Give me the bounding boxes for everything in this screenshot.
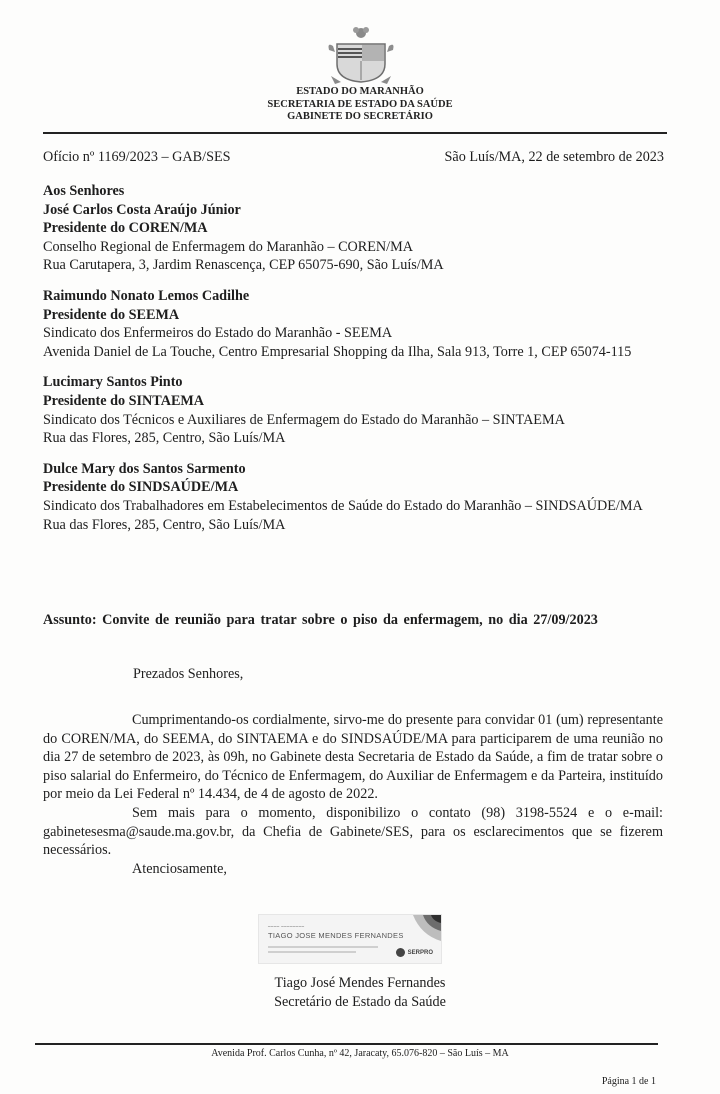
serpro-logo-icon: [396, 948, 405, 957]
letterhead-secretariat: SECRETARIA DE ESTADO DA SAÚDE: [267, 98, 453, 110]
signer-title: Secretário de Estado da Saúde: [274, 994, 446, 1010]
signer-name: Tiago José Mendes Fernandes: [274, 975, 446, 991]
closing: Atenciosamente,: [132, 860, 227, 877]
recipient-organization: Sindicato dos Enfermeiros do Estado do Maranhão - SEEMA: [43, 325, 393, 342]
letter-body: [43, 711, 663, 878]
recipient: [43, 287, 663, 361]
recipient-organization: Sindicato dos Técnicos e Auxiliares de Enfermagem do Estado do Maranhão – SINTAEMA: [43, 411, 565, 428]
recipient-address: Rua Carutapera, 3, Jardim Renascença, CEP 65075-690, São Luís/MA: [43, 257, 444, 274]
recipient-role: Presidente do SINTAEMA: [43, 392, 205, 409]
subject-line: Assunto: Convite de reunião para tratar sobre o piso da enfermagem, no dia 27/09/2023: [43, 612, 598, 628]
serpro-logo: [396, 948, 433, 957]
recipient-name: José Carlos Costa Araújo Júnior: [43, 201, 241, 218]
recipient-organization: Conselho Regional de Enfermagem do Maranhão – COREN/MA: [43, 238, 413, 255]
recipient-address: Avenida Daniel de La Touche, Centro Empresarial Shopping da Ilha, Sala 913, Torre 1, CEP 65074-115: [43, 343, 632, 360]
recipient-name: Lucimary Santos Pinto: [43, 374, 183, 391]
letterhead: [0, 86, 720, 124]
coat-of-arms-icon: [321, 24, 401, 86]
greeting: Prezados Senhores,: [133, 666, 244, 682]
letterhead-state: ESTADO DO MARANHÃO: [296, 86, 424, 97]
recipient-address: Rua das Flores, 285, Centro, São Luís/MA: [43, 516, 286, 533]
footer-address: Avenida Prof. Carlos Cunha, nº 42, Jaracaty, 65.076-820 – São Luís – MA: [211, 1048, 509, 1059]
digital-signature-stamp: [258, 914, 442, 964]
recipient: [43, 460, 663, 534]
stamp-caption: ━━━━ ━━━━━━━━: [268, 924, 305, 929]
recipient-role: Presidente do COREN/MA: [43, 220, 208, 237]
letterhead-office: GABINETE DO SECRETÁRIO: [287, 111, 433, 122]
footer-divider: [35, 1043, 658, 1045]
body-paragraph: Sem mais para o momento, disponibilizo o contato (98) 3198-5524 e o e-mail: gabinetesesma@saude.ma.gov.br, da Chefia de Gabinete/SES, para os esclarecimentos que se fizerem necessários.: [43, 804, 663, 859]
recipient: [43, 201, 663, 275]
recipient-address: Rua das Flores, 285, Centro, São Luís/MA: [43, 430, 286, 447]
body-paragraph: Cumprimentando-os cordialmente, sirvo-me do presente para convidar 01 (um) representante do COREN/MA, do SEEMA, do SINTAEMA e do SINDSAÚDE/MA para participarem de uma reunião no dia 27 de setembro de 2023, às 09h, no Gabinete desta Secretaria de Estado da Saúde, a fim de tratar sobre o piso salarial do Enfermeiro, do Técnico de Enfermagem, do Auxiliar de Enfermagem e da Parteira, instituído por meio da Lei Federal nº 14.434, de 4 de agosto de 2022.: [43, 712, 663, 803]
recipient-name: Raimundo Nonato Lemos Cadilhe: [43, 287, 250, 304]
header-divider: [43, 132, 667, 134]
recipient: [43, 373, 663, 447]
recipients-block: [43, 182, 663, 546]
stamp-swirl-graphic: [403, 915, 441, 945]
page-number: Página 1 de 1: [601, 1076, 656, 1087]
signer-block: [0, 974, 720, 1012]
recipient-role: Presidente do SINDSAÚDE/MA: [43, 479, 239, 496]
recipient-role: Presidente do SEEMA: [43, 306, 180, 323]
stamp-signer-name: TIAGO JOSE MENDES FERNANDES: [268, 931, 404, 940]
recipient-name: Dulce Mary dos Santos Sarmento: [43, 460, 246, 477]
place-date: São Luís/MA, 22 de setembro de 2023: [444, 149, 664, 165]
document-reference: Ofício nº 1169/2023 – GAB/SES: [43, 149, 231, 165]
serpro-logo-text: SERPRO: [407, 949, 433, 956]
stamp-fine-print: [268, 946, 378, 956]
salutation-header: Aos Senhores: [43, 183, 125, 199]
recipient-organization: Sindicato dos Trabalhadores em Estabelecimentos de Saúde do Estado do Maranhão – SINDSAÚDE/MA: [43, 497, 643, 514]
